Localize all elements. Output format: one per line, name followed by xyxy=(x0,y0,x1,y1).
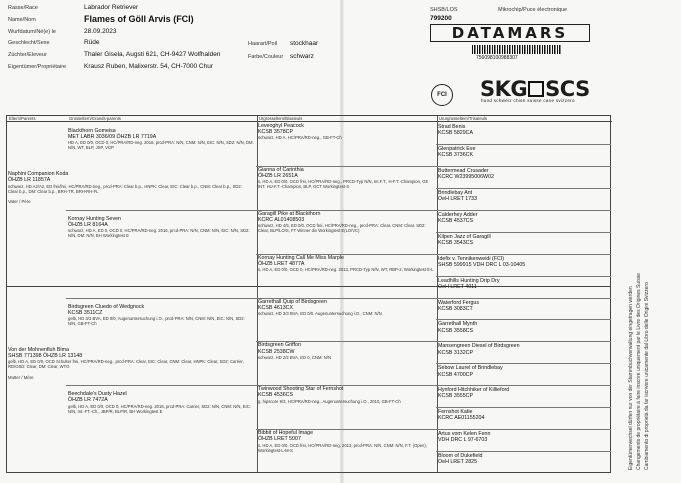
label-hair: Haarart/Poil xyxy=(248,41,278,47)
birth-date: 28.09.2023 xyxy=(84,28,117,35)
divider xyxy=(256,166,436,167)
registration: KCSB 4536CS xyxy=(258,392,294,399)
shsb-number: 799200 xyxy=(430,15,452,22)
hair-value: stockhaar xyxy=(290,40,319,47)
registration: OeH LRET 1733 xyxy=(438,196,478,203)
notice-de: Eigentümerwechsel dürfen nur von der Stammbuchverwaltung eingetragen werden xyxy=(628,286,634,470)
divider xyxy=(436,188,611,189)
pedigree-entry xyxy=(258,430,434,452)
dog-name: Mansengreen Diesel of Birdsgreen xyxy=(438,343,520,350)
health-details: gelb, HD A, ED 0/0, OCD Schulter frei, HC/PRA/RD-neg., prcd-PRA: Clear, EIC: Clear, CNM: Clear, HNPK: Clear, SD2: Carrier, RD/OSD: Clear, DM: Clear, WTO xyxy=(8,359,244,370)
mother-label: Mutter / Mère xyxy=(8,374,34,380)
health-details: s, HD A, ED 0/0, OCD frei, HC/PRA/RD-neg., PRCD-Typ N/N, Int.F.T., H-F.T.-Champion, GE INT. HU-F.T.-Champion, BLP, GCT Workingtest-S xyxy=(258,179,429,190)
dog-name: Waterford Fergus xyxy=(438,299,480,306)
health-details: schwarz, HD 4/5, ED 0/0, OCD frei, HC/PRA/RD-neg., prcd-PRA: Clear, CNM: Clear, SD2: Clear, BLP/LO/S, FT Winner div Workingtest E(LO/VC) xyxy=(258,223,426,234)
dog-name: Bibbit of Hopeful Image xyxy=(258,430,314,437)
divider xyxy=(436,341,611,342)
skg-logo: SKG SCS xyxy=(480,77,590,101)
dog-name: Birdsgreen Cluedo of Wedgnock xyxy=(68,303,145,310)
registration: ÖHZB LR 11857A xyxy=(8,177,51,184)
dog-name: Gianna of Carinthia xyxy=(258,166,304,173)
pedigree-entry xyxy=(438,124,610,136)
registration: KCSB 3543CS xyxy=(438,239,474,246)
registration: OeH LRET 4011 xyxy=(438,283,477,290)
registration: ÖHZB LR 7472A xyxy=(68,397,108,404)
pedigree-entry xyxy=(438,256,610,268)
health-details: HD A, ED 0/0, OCD 0, HC/PRA/RD-neg. 2016, prcd-PRA: N/N, CNM: N/N, EIC: N/N, SD2: N/N, DM: N/N, WT, BLP, JSP, VGP xyxy=(68,140,254,151)
pedigree-entry xyxy=(438,190,610,202)
skg-subtitle: hund schweiz chien suisse cane svizzero xyxy=(481,98,575,103)
dog-name: Garagill Pike at Blackthorn xyxy=(258,210,321,217)
pedigree-entry xyxy=(68,304,254,326)
divider xyxy=(66,385,256,386)
registration: KCSB 3511CZ xyxy=(68,309,103,316)
label-sex: Geschlecht/Sexe xyxy=(8,40,50,46)
dog-name: Blackthorn Gomeisa xyxy=(68,128,116,134)
health-details: schwarz, HD A, HC/PRA/RD-neg., GB-FT-Ch xyxy=(258,135,342,141)
registration: ÖHZB LR 8164A xyxy=(68,221,108,228)
ownership-notice xyxy=(628,140,678,470)
registration: KCSB 2538CW xyxy=(258,348,295,355)
pedigree-entry xyxy=(438,409,610,421)
label-birth: Wurfdatum/Né(e) le xyxy=(8,29,56,35)
dog-name: Kilpen Jazz of Garagill xyxy=(438,233,491,240)
pedigree-entry xyxy=(258,211,434,233)
pedigree-entry xyxy=(438,212,610,224)
health-details: schwarz, HD A, ED 0, OCD 0, HC/PRA/RD-neg. 2016, prcd-PRA: N/N, CNM: N/N, EIC: N/N, SD2: N/N, DM: N/N, BH Workingtest E xyxy=(68,228,250,239)
father-label: Vater / Père xyxy=(8,199,31,205)
registration: KCRC AL01408503 xyxy=(258,216,305,223)
pedigree-entry xyxy=(258,342,434,359)
registration: KCSB 3555CP xyxy=(438,393,474,400)
pedigree-entry xyxy=(258,299,434,316)
pedigree-entry xyxy=(68,128,254,150)
notice-fr: Changements de propriétaire à faire inscrire uniquement par le Livre des Origines Suisse xyxy=(636,272,642,470)
pedigree-entry xyxy=(68,391,254,413)
pedigree-entry xyxy=(438,146,610,158)
dog-name: Kornay Hunting Seven xyxy=(68,215,122,222)
divider xyxy=(436,298,611,299)
dog-name: Strad Benis xyxy=(438,124,466,130)
dog-name: Sebow Laurel of Brindlebay xyxy=(438,365,503,372)
pedigree-entry xyxy=(8,347,248,369)
pedigree-entry xyxy=(438,234,610,246)
house-icon xyxy=(528,81,544,97)
dog-name: Von der Mohnenfluh Bima xyxy=(8,346,69,353)
dog-name: Brindlebay Ant xyxy=(438,189,473,196)
pedigree-entry xyxy=(438,343,610,355)
col-great-grandparents: Urgrosseltern/Bisaïeuls xyxy=(257,116,437,122)
dog-name: Buttermead Crusader xyxy=(438,167,489,174)
registration: ÖHZB LR 2651A xyxy=(258,173,298,180)
registration: KCSB 4700CP xyxy=(438,371,474,378)
dog-name: Naphini Companion Koda xyxy=(8,171,69,178)
label-name: Name/Nom xyxy=(8,17,36,23)
label-breeder: Züchter/Eleveur xyxy=(8,52,47,58)
health-details: schwarz, HD A2/A2, ED frei/frei, HC/PRA/RD-neg., prcd-PRA: Clear b.p., HNPK: Clear, EIC: Clear b.p., CNM: Clear b.p., SD2: Clear b.p., DM: Clear b.p., BRH-TR, BRH-RH-FL xyxy=(8,183,242,194)
dog-name: Garrethall Quip of Birdsgreen xyxy=(258,298,327,305)
dog-name: Kornay Hunting Call Me Miss Marple xyxy=(258,254,344,261)
divider xyxy=(256,254,436,255)
registration: KCSB 4537CS xyxy=(438,217,474,224)
owner-value: Krausz Ruben, Malixerstr. 54, CH-7000 Chur xyxy=(84,63,213,70)
divider xyxy=(256,429,436,430)
pedigree-entry xyxy=(258,123,434,140)
registration: KCRC AE01155204 xyxy=(438,415,485,422)
registration: OeH LRET 2825 xyxy=(438,459,478,466)
registration: VDH DRC L 97-6703 xyxy=(438,437,488,444)
dog-name: Glenpatrick Eve xyxy=(438,145,476,152)
registration: KCSB 3558CS xyxy=(438,327,474,334)
registration: SHSB 599915 VDH DRC L 03-10405 xyxy=(438,261,526,268)
divider xyxy=(436,319,611,320)
divider xyxy=(436,144,611,145)
divider xyxy=(436,210,611,211)
pedigree-entry xyxy=(438,321,610,333)
divider xyxy=(436,407,611,408)
pedigree-entry xyxy=(258,386,434,403)
dog-name: Garrethall Mynth xyxy=(438,321,478,328)
pedigree-entry xyxy=(438,431,610,443)
divider xyxy=(256,298,436,299)
col-grandparents: Grosseltern/Grands-parents xyxy=(67,116,257,122)
divider xyxy=(436,429,611,430)
col-parents: Eltern/Parents xyxy=(7,116,67,122)
pedigree-entry xyxy=(438,365,610,377)
label-shsb: SHSB/LOS xyxy=(430,7,458,13)
dog-name: Leveoghyl Peacock xyxy=(258,123,304,129)
datamars-logo: DATAMARS xyxy=(430,24,590,42)
registration: KCSB 3736CK xyxy=(438,152,474,159)
pedigree-entry xyxy=(8,171,248,193)
health-details: s, HD A, ED 0/0, OCD 0, HC/PRA/RD-neg. 2013, PRCD-Typ N/N, WT, RBP-2, Workingtest E-L xyxy=(258,267,434,273)
chip-number: 756098100988307 xyxy=(476,55,518,61)
dog-name: Flames of Göll Arvis (FCI) xyxy=(84,14,194,24)
dog-name: Idefix v. Tennikenweidi (FCI) xyxy=(438,255,505,262)
pedigree-entry xyxy=(258,255,434,272)
registration: KCSB 3132CP xyxy=(438,349,474,356)
pedigree-entry xyxy=(438,278,610,290)
health-details: schwarz, HD 2/2 BVA, ED 0, CNM: N/N xyxy=(258,354,331,360)
registration: KCRC W23995006W02 xyxy=(438,174,494,181)
sex-value: Rüde xyxy=(84,39,100,46)
pedigree-entry xyxy=(258,167,434,189)
divider xyxy=(436,254,611,255)
label-breed: Rasse/Race xyxy=(8,5,38,11)
dog-name: Twinwood Shooting Star of Fernshot xyxy=(258,386,344,393)
breeder-value: Thaler Gisela, Augsti 621, CH-9427 Wolfhalden xyxy=(84,51,221,58)
divider xyxy=(436,232,611,233)
registration: ÖHZB LRET 5007 xyxy=(258,436,301,443)
dog-name: Birdsgreen Griffon xyxy=(258,342,301,349)
registration: KCSB 4613CX xyxy=(258,304,294,311)
registration: MET LABR 3036/09 ÖHZB LR 7719A xyxy=(68,134,157,141)
fci-seal: FCI xyxy=(431,84,453,106)
breed-value: Labrador Retriever xyxy=(84,4,139,11)
dog-name: Beechdale's Dusty Hazel xyxy=(68,391,127,398)
label-owner: Eigentümer/Propriétaire xyxy=(8,64,67,70)
divider xyxy=(256,341,436,342)
registration: ÖHZB LRET 4877A xyxy=(258,260,305,267)
dog-name: Leadhills Hunting Drip Dry xyxy=(438,277,500,284)
divider xyxy=(436,385,611,386)
dog-name: Artus vom Kelen Fenn xyxy=(438,431,491,438)
label-color: Farbe/Couleur xyxy=(248,54,284,60)
pedigree-entry xyxy=(68,216,254,238)
divider xyxy=(256,210,436,211)
pedigree-entry xyxy=(438,168,610,180)
notice-it: Cambiamento di proprietà da far iscrivere unicamente dal Libro delle Origini Svizzero xyxy=(644,282,650,470)
health-details: g, hipscore 9/3, HC/PRA/RD-neg., Augenuntersuchung i.O., 2010, GB-FT-Ch xyxy=(258,398,401,404)
pedigree-entry xyxy=(438,453,610,465)
registration: KCSB 5829CA xyxy=(438,130,474,137)
divider xyxy=(256,385,436,386)
registration: KCSB 3083CT xyxy=(438,305,473,312)
divider xyxy=(436,451,611,452)
col-great-great: Ururgrosseltern/Trisaïeuls xyxy=(437,116,612,122)
health-details: s, HD A, ED 0/0, OCD frei, HC/PRA/RD-neg. 2013, prcd-PRA: N/N, CNM: N/N, F.T. (Open), Workingtest-L-M-S xyxy=(258,442,427,453)
divider xyxy=(66,210,256,211)
divider xyxy=(436,363,611,364)
divider xyxy=(436,166,611,167)
divider xyxy=(436,276,611,277)
divider xyxy=(66,298,256,299)
health-details: gelb, HD 3/3 BVA, ED 0/0, Augenuntersuchung i.O., prcd-PRA: N/N, CNM: N/N, EIC: N/N, SD2: N/N, GB-FT-Ch xyxy=(68,315,245,326)
dog-name: Hynford Hitchhiker of Killieford xyxy=(438,387,510,394)
registration: SHSB 771398 ÖHZB LR 13148 xyxy=(8,352,83,359)
health-details: schwarz, HD 3/3 BVA, ED 0/0, Augenuntersuchung i.O., CNM: N/N xyxy=(258,310,382,316)
dog-name: Bloom of Dukefield xyxy=(438,453,483,460)
dog-name: Calderhey Adder xyxy=(438,211,478,218)
health-details: gelb, HD A, ED 0/0, OCD 0, HC/PRA/RD-neg. 2016, prcd-PRA: Carrier, SD2: N/N, CNM: N/N, EIC: N/N, Int.-FT.-Ch., JBP/R, BLP/R, BH Workingtest E xyxy=(68,403,251,414)
color-value: schwarz xyxy=(290,53,314,60)
chip-barcode xyxy=(472,45,562,54)
registration: KCSB 3578CP xyxy=(258,129,294,136)
pedigree-entry xyxy=(438,300,610,312)
label-chip: Mikrochip/Puce électronique xyxy=(498,7,568,13)
pedigree-entry xyxy=(438,387,610,399)
dog-name: Fernshot Katie xyxy=(438,409,473,416)
